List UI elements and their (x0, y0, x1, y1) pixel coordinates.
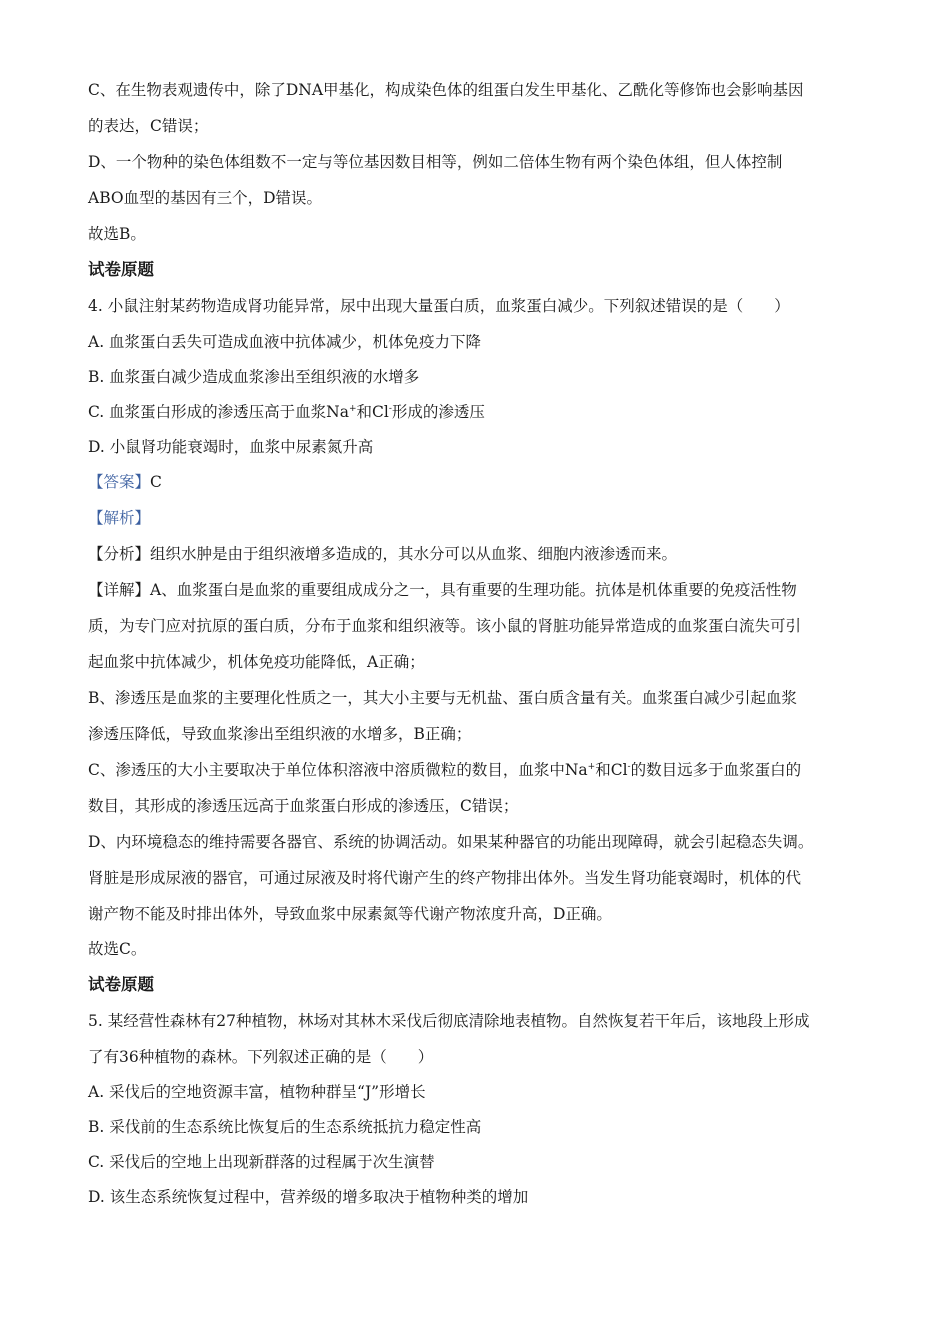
analysis-tag: 【解析】 (88, 509, 151, 527)
detail-b-line-2: 渗透压降低，导致血浆渗出至组织液的水增多，B正确； (88, 725, 472, 743)
detail-d-line-3: 谢产物不能及时排出体外，导致血浆中尿素氮等代谢产物浓度升高，D正确。 (88, 905, 612, 923)
q5-stem-line-2: 了有36种植物的森林。下列叙述正确的是（ ） (88, 1048, 434, 1066)
detail-c-line-1: C、渗透压的大小主要取决于单位体积溶液中溶质微粒的数目，血浆中Na+和Cl-的数目远多于血浆蛋白的 (88, 761, 802, 779)
prev-explanation-c-line-1: C、在生物表观遗传中，除了DNA甲基化，构成染色体的组蛋白发生甲基化、乙酰化等修饰也会影响基因 (88, 81, 804, 99)
prev-explanation-c-line-2: 的表达，C错误； (88, 117, 209, 135)
detail-a-line-3: 起血浆中抗体减少，机体免疫功能降低，A正确； (88, 653, 425, 671)
prev-explanation-d-line-1: D、一个物种的染色体组数不一定与等位基因数目相等，例如二倍体生物有两个染色体组，但人体控制 (88, 153, 783, 171)
answer-tag: 【答案】 (88, 473, 151, 491)
detail-b-line-1: B、渗透压是血浆的主要理化性质之一，其大小主要与无机盐、蛋白质含量有关。血浆蛋白减少引起血浆 (88, 689, 797, 707)
q4-option-d: D. 小鼠肾功能衰竭时，血浆中尿素氮升高 (88, 438, 374, 456)
detail-d-line-1: D、内环境稳态的维持需要各器官、系统的协调活动。如果某种器官的功能出现障碍，就会引起稳态失调。 (88, 833, 814, 851)
q4-option-a: A. 血浆蛋白丢失可造成血液中抗体减少，机体免疫力下降 (88, 333, 482, 351)
prev-conclusion: 故选B。 (88, 225, 146, 243)
q5-option-c: C. 采伐后的空地上出现新群落的过程属于次生演替 (88, 1153, 435, 1171)
q4-conclusion: 故选C。 (88, 940, 147, 958)
prev-explanation-d-line-2: ABO血型的基因有三个，D错误。 (88, 189, 323, 207)
q4-answer (88, 472, 162, 492)
answer-value: C (150, 473, 162, 491)
q5-option-a: A. 采伐后的空地资源丰富，植物种群呈“J”形增长 (88, 1083, 426, 1101)
detail-a-line-2: 质，为专门应对抗原的蛋白质，分布于血浆和组织液等。该小鼠的肾脏功能异常造成的血浆蛋白流失可引 (88, 617, 802, 635)
q5-section-heading: 试卷原题 (88, 975, 154, 994)
q4-section-heading: 试卷原题 (88, 260, 154, 279)
fenxi-line: 【分析】组织水肿是由于组织液增多造成的，其水分可以从血浆、细胞内液渗透而来。 (88, 545, 678, 563)
q4-option-b: B. 血浆蛋白减少造成血浆渗出至组织液的水增多 (88, 368, 420, 386)
q5-option-d: D. 该生态系统恢复过程中，营养级的增多取决于植物种类的增加 (88, 1188, 529, 1206)
q5-option-b: B. 采伐前的生态系统比恢复后的生态系统抵抗力稳定性高 (88, 1118, 482, 1136)
q4-stem: 4. 小鼠注射某药物造成肾功能异常，尿中出现大量蛋白质，血浆蛋白减少。下列叙述错误的是（ ） (88, 297, 790, 315)
q5-stem-line-1: 5. 某经营性森林有27种植物，林场对其林木采伐后彻底清除地表植物。自然恢复若干年后，该地段上形成 (88, 1012, 810, 1030)
detail-d-line-2: 肾脏是形成尿液的器官，可通过尿液及时将代谢产生的终产物排出体外。当发生肾功能衰竭时，机体的代 (88, 869, 802, 887)
detail-c-line-2: 数目，其形成的渗透压远高于血浆蛋白形成的渗透压，C错误； (88, 797, 519, 815)
q4-option-c: C. 血浆蛋白形成的渗透压高于血浆Na+和Cl-形成的渗透压 (88, 403, 485, 421)
detail-a-line-1: 【详解】A、血浆蛋白是血浆的重要组成成分之一，具有重要的生理功能。抗体是机体重要的免疫活性物 (88, 581, 797, 599)
